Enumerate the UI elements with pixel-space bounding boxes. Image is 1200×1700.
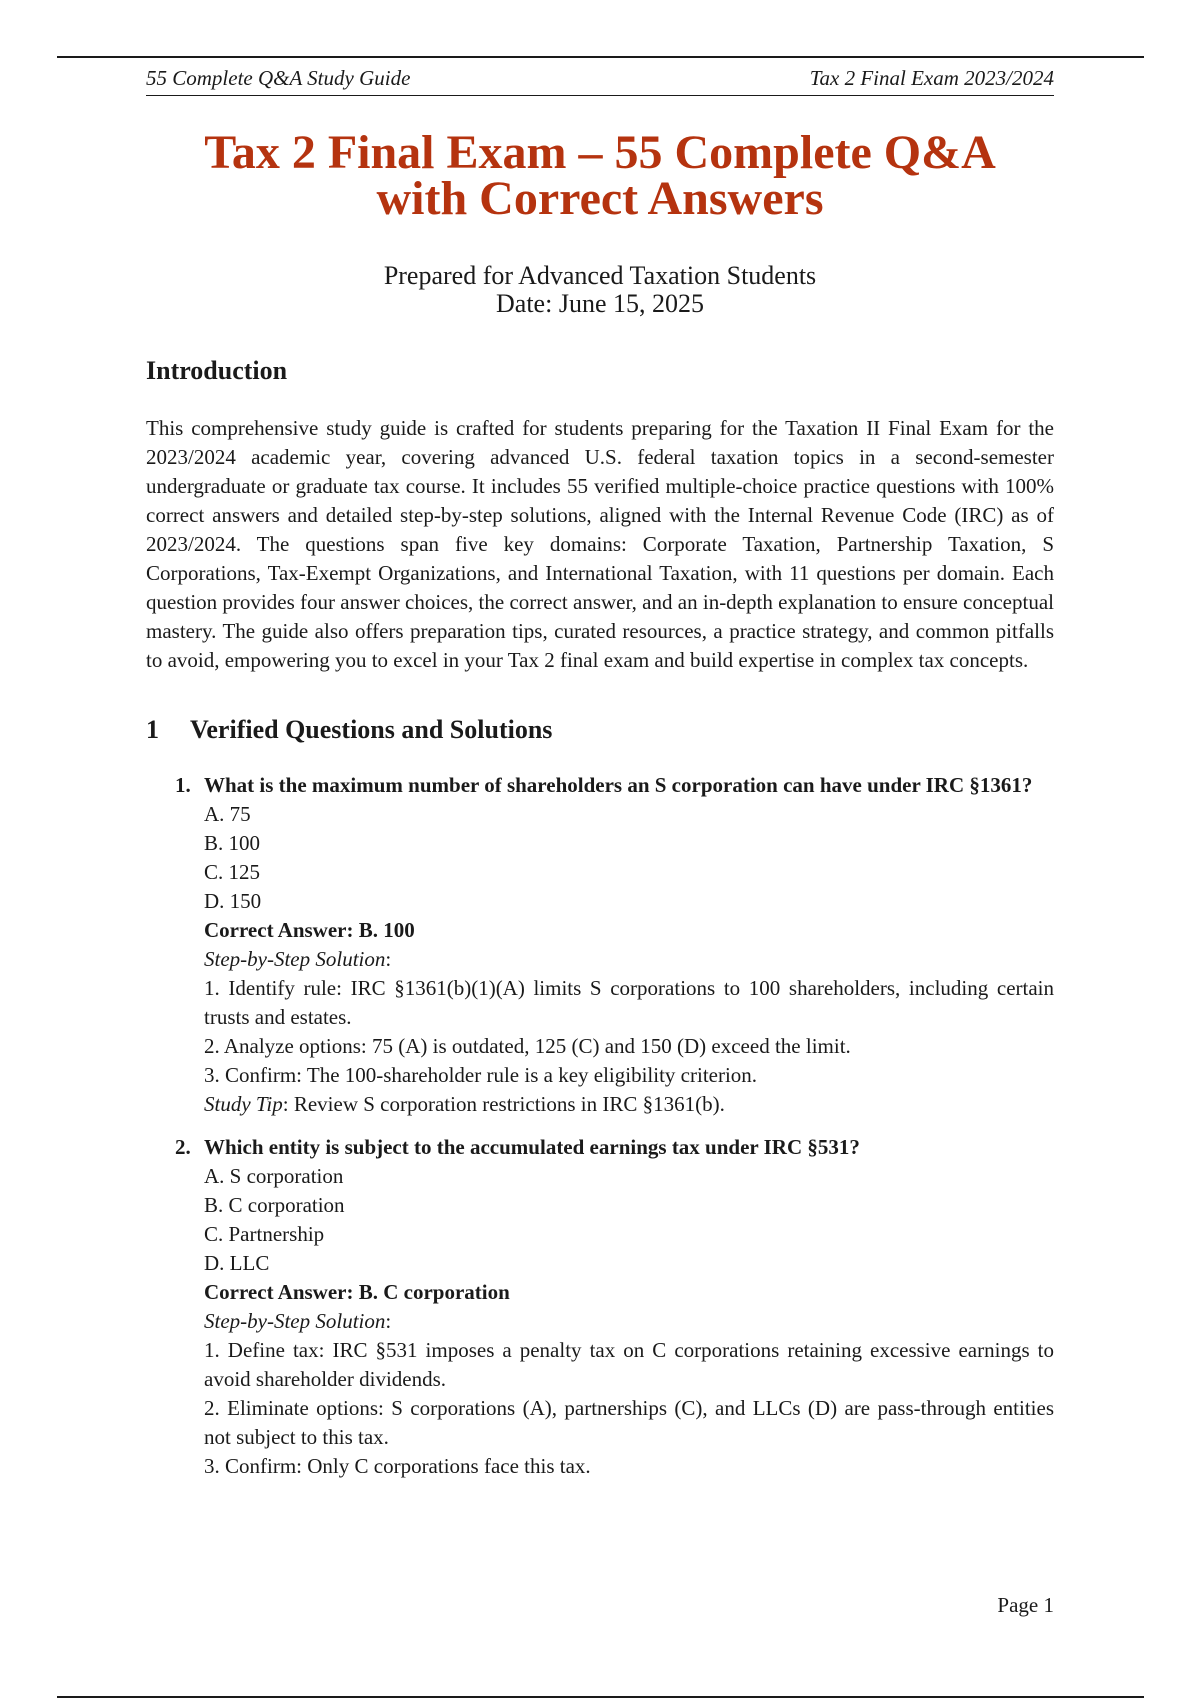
correct-answer <box>204 916 1054 945</box>
header-right: Tax 2 Final Exam 2023/2024 <box>809 66 1054 90</box>
page-number: Page 1 <box>997 1593 1054 1617</box>
question-body <box>204 800 1054 1119</box>
option: D. 150 <box>204 889 262 913</box>
study-tip-text: : Review S corporation restrictions in IRC §1361(b). <box>282 1092 725 1116</box>
option: C. 125 <box>204 860 261 884</box>
top-page-rule <box>57 56 1144 58</box>
question-item <box>175 1133 1054 1481</box>
correct-answer-label: Correct Answer: <box>204 918 354 942</box>
question-number: 2. <box>175 1135 191 1159</box>
header-left: 55 Complete Q&A Study Guide <box>146 66 411 90</box>
solution-label: Step-by-Step Solution: <box>204 1309 392 1333</box>
subtitle-block <box>146 262 1054 318</box>
intro-heading: Introduction <box>146 356 288 385</box>
correct-answer <box>204 1278 1054 1307</box>
question-header <box>175 1133 1054 1162</box>
solution-label: Step-by-Step Solution: <box>204 947 392 971</box>
prepared-for: Prepared for Advanced Taxation Students <box>383 261 817 290</box>
section-heading <box>146 715 1054 745</box>
option: C. Partnership <box>204 1222 325 1246</box>
solution-step: 3. Confirm: The 100-shareholder rule is a key eligibility criterion. <box>204 1063 758 1087</box>
solution-step: 1. Identify rule: IRC §1361(b)(1)(A) limits S corporations to 100 shareholders, including certain trusts and estates. <box>204 976 1054 1029</box>
section-number: 1 <box>146 715 159 744</box>
page-content <box>146 66 1054 1495</box>
question-body <box>204 1162 1054 1481</box>
correct-answer-value: B. C corporation <box>358 1280 510 1304</box>
option: A. S corporation <box>204 1164 344 1188</box>
document-date: Date: June 15, 2025 <box>496 289 704 318</box>
solution-step: 1. Define tax: IRC §531 imposes a penalty tax on C corporations retaining excessive earnings to avoid shareholder dividends. <box>204 1338 1054 1391</box>
option: B. 100 <box>204 831 261 855</box>
solution-step: 3. Confirm: Only C corporations face this tax. <box>204 1454 591 1478</box>
correct-answer-label: Correct Answer: <box>204 1280 354 1304</box>
question-item <box>175 771 1054 1119</box>
question-number: 1. <box>175 773 191 797</box>
study-tip-label: Study Tip <box>204 1092 283 1116</box>
title-line-2: with Correct Answers <box>376 172 824 225</box>
question-header <box>175 771 1054 800</box>
title-line-1: Tax 2 Final Exam – 55 Complete Q&A <box>204 126 996 179</box>
bottom-page-rule <box>57 1696 1144 1698</box>
option: B. C corporation <box>204 1193 345 1217</box>
solution-step: 2. Analyze options: 75 (A) is outdated, 125 (C) and 150 (D) exceed the limit. <box>204 1034 851 1058</box>
option: D. LLC <box>204 1251 270 1275</box>
option: A. 75 <box>204 802 251 826</box>
solution-step: 2. Eliminate options: S corporations (A), partnerships (C), and LLCs (D) are pass-through entities not subject to this tax. <box>204 1396 1054 1449</box>
correct-answer-value: B. 100 <box>358 918 415 942</box>
question-text: What is the maximum number of shareholders an S corporation can have under IRC §1361? <box>204 773 1033 797</box>
intro-paragraph: This comprehensive study guide is crafted for students preparing for the Taxation II Final Exam for the 2023/2024 academic year, covering advanced U.S. federal taxation topics in a second-semester undergraduate or graduate tax course. It includes 55 verified multiple-choice practice questions with 100% correct answers and detailed step-by-step solutions, aligned with the Internal Revenue Code (IRC) as of 2023/2024. The questions span five key domains: Corporate Taxation, Partnership Taxation, S Corporations, Tax-Exempt Organizations, and International Taxation, with 11 questions per domain. Each question provides four answer choices, the correct answer, and an in-depth explanation to ensure conceptual mastery. The guide also offers preparation tips, curated resources, a practice strategy, and common pitfalls to avoid, empowering you to excel in your Tax 2 final exam and build expertise in complex tax concepts. <box>146 416 1054 672</box>
study-tip <box>204 1090 1054 1119</box>
question-text: Which entity is subject to the accumulated earnings tax under IRC §531? <box>204 1135 860 1159</box>
question-list <box>175 771 1054 1481</box>
document-title <box>146 126 1054 225</box>
running-header <box>146 66 1054 96</box>
section-title: Verified Questions and Solutions <box>190 715 553 744</box>
